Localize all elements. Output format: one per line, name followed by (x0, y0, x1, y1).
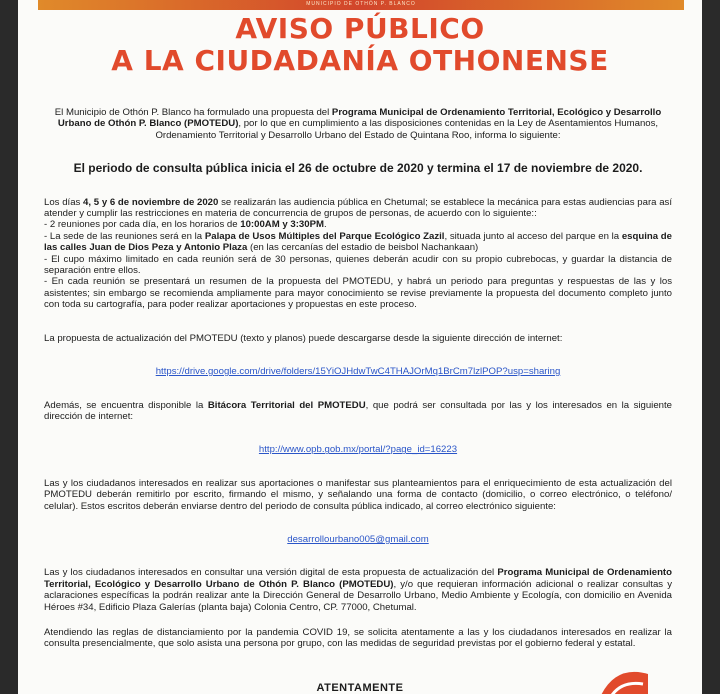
hearings-item-schedule (44, 219, 672, 230)
title-line-1: AVISO PÚBLICO (235, 12, 485, 45)
digital-text-2: , y/o que requieran información adicional o realizar consultas y aclaraciones específicas la podrán realizar ante la Dirección General de Desarrollo Urbano, Medio Ambiente y Ecología, con domicilio en Avenida Héroes #34, Edificio Plaza Galerías (planta baja) Colonia Centro, CP. 77000, Chetumal. (44, 578, 672, 613)
digital-version-paragraph (44, 567, 672, 613)
bitacora-link[interactable]: http://www.opb.gob.mx/portal/?page_id=16223 (258, 444, 458, 456)
schedule-text: - 2 reuniones por cada día, en los horarios de (44, 219, 241, 231)
consultation-period-headline: El periodo de consulta pública inicia el 26 de octubre de 2020 y termina el 17 de noviembre de 2020. (73, 161, 643, 176)
venue-text-3: (en las cercanías del estadio de beisbol Nachankaan) (247, 242, 479, 254)
hearings-item-summary: - En cada reunión se presentará un resumen de la propuesta del PMOTEDU, y habrá un periodo para preguntas y respuestas de las y los asistentes; sin embargo se recomienda ampliamente para mayor conocimiento se revise previamente la propuesta del documento completo junto con toda su cartografía, para poder realizar aportaciones y propuestas en este proceso. (44, 276, 672, 311)
contributions-paragraph: Las y los ciudadanos interesados en realizar sus aportaciones o manifestar sus planteamientos para el enriquecimiento de esta actualización del PMOTEDU deberán remitirlo por escrito, firmando el mismo, y señalando una forma de contacto (domicilio, o correo electrónico, o teléfono/ celular). Estos escritos deberán enviarse dentro del periodo de consulta pública indicado, al correo electrónico siguiente: (44, 477, 672, 512)
closing-atentamente: ATENTAMENTE (316, 682, 404, 694)
digital-text-1: Las y los ciudadanos interesados en consultar una versión digital de esta propuesta de actualización del (44, 567, 498, 579)
hearings-item-venue (44, 231, 672, 254)
schedule-times: 10:00AM y 3:30PM (240, 219, 324, 231)
intro-text-1: El Municipio de Othón P. Blanco ha formulado una propuesta del (54, 107, 332, 118)
header-band (38, 0, 684, 10)
hearings-dates: 4, 5 y 6 de noviembre de 2020 (83, 196, 219, 208)
venue-name: Palapa de Usos Múltiples del Parque Ecológico Zazil (204, 230, 445, 242)
schedule-end: . (323, 219, 327, 231)
intro-paragraph (44, 107, 672, 141)
bitacora-name: Bitácora Territorial del PMOTEDU (207, 399, 366, 411)
contact-email-link[interactable]: desarrollourbano005@gmail.com (287, 533, 429, 545)
bitacora-link-row (44, 444, 672, 455)
municipal-logo-fragment (593, 662, 653, 694)
venue-text-1: - La sede de las reuniones será en la (44, 230, 205, 242)
hearings-text-1: Los días (44, 196, 84, 208)
venue-text-2: , situada junto al acceso del parque en la (444, 230, 622, 242)
intro-program-name: Programa Municipal de Ordenamiento Territorial, Ecológico y Desarrollo Urbano de Othón P. Blanco (PMOTEDU) (57, 107, 662, 130)
bitacora-text-2: , que podrá ser consultada por las y los interesados en la siguiente dirección de internet: (44, 399, 672, 422)
notice-body (44, 107, 672, 650)
venue-corner: esquina de las calles Juan de Dios Peza y Antonio Plaza (44, 230, 672, 254)
covid-paragraph: Atendiendo las reglas de distanciamiento por la pandemia COVID 19, se solicita atentamente a las y los ciudadanos interesados en realizar la consulta presencialmente, que solo asista una persona por grupo, con las medidas de seguridad previstas por el gobierno federal y estatal. (44, 626, 672, 650)
bitacora-paragraph (44, 400, 672, 423)
download-link[interactable]: https://drive.google.com/drive/folders/15YiOJHdwTwC4THAJOrMq1BrCm7lzlPOP?usp=sharing (155, 366, 561, 378)
hearings-item-capacity: - El cupo máximo limitado en cada reunión será de 30 personas, quienes deberán acudir con su propio cubrebocas, y guardar la distancia de separación entre ellos. (44, 253, 672, 277)
header-band-text: MUNICIPIO DE OTHÓN P. BLANCO (306, 1, 416, 7)
title-line-2: A LA CIUDADANÍA OTHONENSE (111, 44, 609, 77)
download-paragraph: La propuesta de actualización del PMOTEDU (texto y planos) puede descargarse desde la siguiente dirección de internet: (44, 332, 563, 344)
email-link-row (44, 534, 672, 545)
bitacora-text-1: Además, se encuentra disponible la (44, 399, 208, 411)
intro-text-2: , por lo que en cumplimiento a las disposiciones contenidas en la Ley de Asentamientos Humanos, Ordenamiento Territorial y Desarrollo Urbano del Estado de Quintana Roo, informa lo siguiente: (155, 118, 659, 141)
digital-program-name: Programa Municipal de Ordenamiento Territorial, Ecológico y Desarrollo Urbano de Othón P. Blanco (PMOTEDU) (44, 567, 672, 590)
hearings-paragraph (44, 197, 672, 220)
download-link-row (44, 366, 672, 377)
hearings-text-2: se realizarán las audiencia pública en Chetumal; se establece la mecánica para estas audiencias para así atender y cumplir las restricciones en materia de concurrencia de grupos de personas, de acuerdo con lo siguiente:: (44, 196, 673, 220)
notice-page (18, 0, 702, 694)
